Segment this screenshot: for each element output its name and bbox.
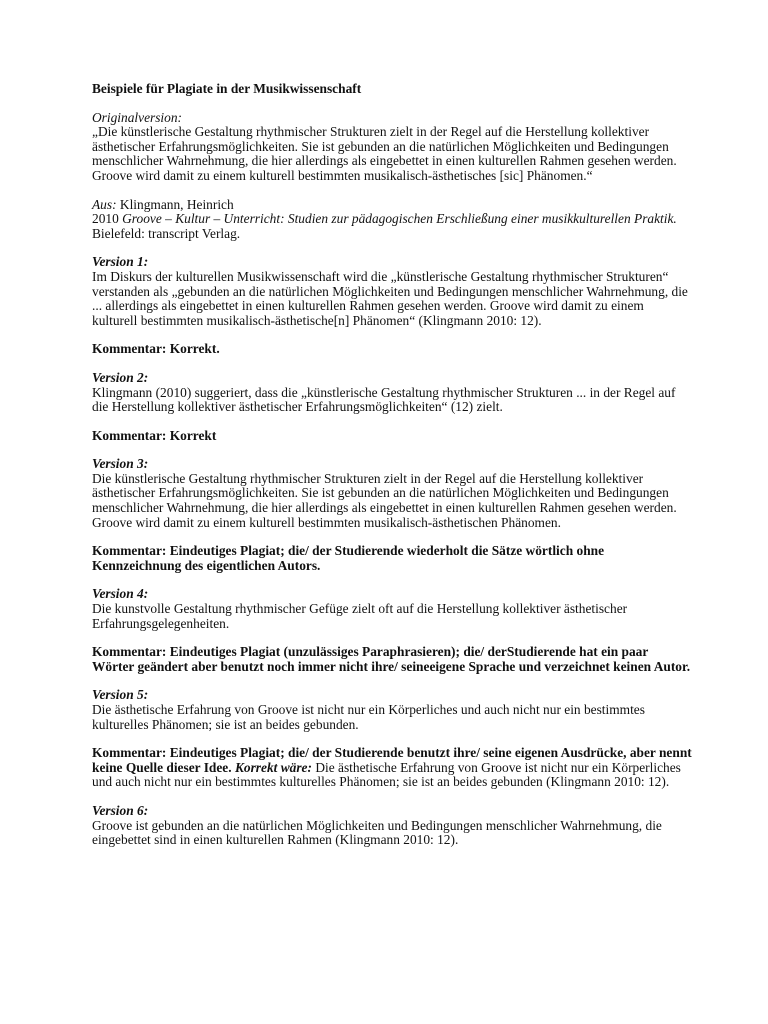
comment: Kommentar: Korrekt	[92, 427, 217, 443]
original-block	[92, 111, 692, 184]
source-block	[92, 198, 692, 242]
original-text: „Die künstlerische Gestaltung rhythmischer Strukturen zielt in der Regel auf die Herstellung kollektiver ästhetischer Erfahrungsmöglichkeiten. Sie ist gebunden an die natürlichen Möglichkeiten und Bedingungen menschlicher Wahrnehmung, die hier allerdings als eingebettet in einen kulturellen Rahmen gesehen werden. Groove wird damit zu einem kulturell bestimmten musikalisch-ästhetisches [sic] Phänomen.“	[92, 124, 677, 183]
version-label: Version 1:	[92, 254, 149, 270]
comment-bold: Kommentar: Eindeutiges Plagiat; die/ der Studierende benutzt ihre/ seine eigenen Ausdrücke, aber nennt keine Quelle dieser Idee.	[92, 745, 692, 775]
version-text: Die ästhetische Erfahrung von Groove ist nicht nur ein Körperliches und auch nicht nur ein bestimmtes kulturelles Phänomen; sie ist an beides gebunden.	[92, 702, 645, 732]
version-block	[92, 688, 692, 732]
version-text: Groove ist gebunden an die natürlichen Möglichkeiten und Bedingungen menschlicher Wahrnehmung, die eingebettet sind in einen kulturellen Rahmen (Klingmann 2010: 12).	[92, 817, 662, 848]
source-author: Klingmann, Heinrich	[119, 196, 234, 212]
comment-correct-label: Korrekt wäre:	[234, 759, 312, 775]
version-block	[92, 371, 692, 415]
original-label: Originalversion:	[92, 109, 183, 125]
source-work-title: Groove – Kultur – Unterricht: Studien zur pädagogischen Erschließung einer musikkulturellen Praktik.	[122, 211, 677, 227]
version-label: Version 4:	[92, 586, 149, 602]
version-label: Version 5:	[92, 687, 149, 703]
comment: Kommentar: Eindeutiges Plagiat; die/ der Studierende wiederholt die Sätze wörtlich ohne Kennzeichnung des eigentlichen Autors.	[92, 543, 605, 573]
version-text: Die künstlerische Gestaltung rhythmischer Strukturen zielt in der Regel auf die Herstellung kollektiver ästhetischer Erfahrungsmöglichkeiten. Sie ist gebunden an die natürlichen Möglichkeiten und Bedingungen menschlicher Wahrnehmung, die hier allerdings als eingebettet in einen kulturellen Rahmen gesehen werden. Groove wird damit zu einem kulturell bestimmten musikalisch-ästhetischen Phänomen.	[92, 470, 677, 530]
version-label: Version 2:	[92, 369, 149, 385]
source-publisher: Bielefeld: transcript Verlag.	[92, 225, 241, 241]
version-block	[92, 255, 692, 328]
document-title: Beispiele für Plagiate in der Musikwissenschaft	[92, 81, 362, 96]
comment: Kommentar: Eindeutiges Plagiat (unzulässiges Paraphrasieren); die/ derStudierende hat ein paar Wörter geändert aber benutzt noch immer nicht ihre/ seineeigene Sprache und verzeichnet keinen Autor.	[92, 644, 691, 674]
comment: Kommentar: Korrekt.	[92, 341, 220, 357]
version-text: Klingmann (2010) suggeriert, dass die „künstlerische Gestaltung rhythmischer Strukturen ... in der Regel auf die Herstellung kollektiver ästhetischer Erfahrungsmöglichkeiten“ (12) zielt.	[92, 384, 676, 415]
version-text: Im Diskurs der kulturellen Musikwissenschaft wird die „künstlerische Gestaltung rhythmischer Strukturen“ verstanden als „gebunden an die natürlichen Möglichkeiten und Bedingungen menschlicher Wahrnehmung, die ... allerdings als eingebettet in einen kulturellen Rahmen gesehen werden. Groove wird damit zu einem kulturell bestimmten musikalisch-ästhetische[n] Phänomen“ (Klingmann 2010: 12).	[92, 268, 688, 328]
comment-correct-text: Die ästhetische Erfahrung von Groove ist nicht nur ein Körperliches und auch nicht nur ein bestimmtes kulturelles Phänomen; sie ist an beides gebunden (Klingmann 2010: 12).	[92, 759, 681, 790]
version-label: Version 6:	[92, 802, 149, 818]
source-label: Aus:	[92, 196, 117, 212]
version-label: Version 3:	[92, 456, 149, 472]
comment	[92, 746, 692, 790]
version-block	[92, 457, 692, 530]
version-text: Die kunstvolle Gestaltung rhythmischer Gefüge zielt oft auf die Herstellung kollektiver ästhetischer Erfahrungsgelegenheiten.	[92, 601, 628, 631]
source-year: 2010	[92, 211, 119, 227]
version-block	[92, 804, 692, 848]
version-block	[92, 587, 692, 631]
document-page	[92, 82, 692, 862]
